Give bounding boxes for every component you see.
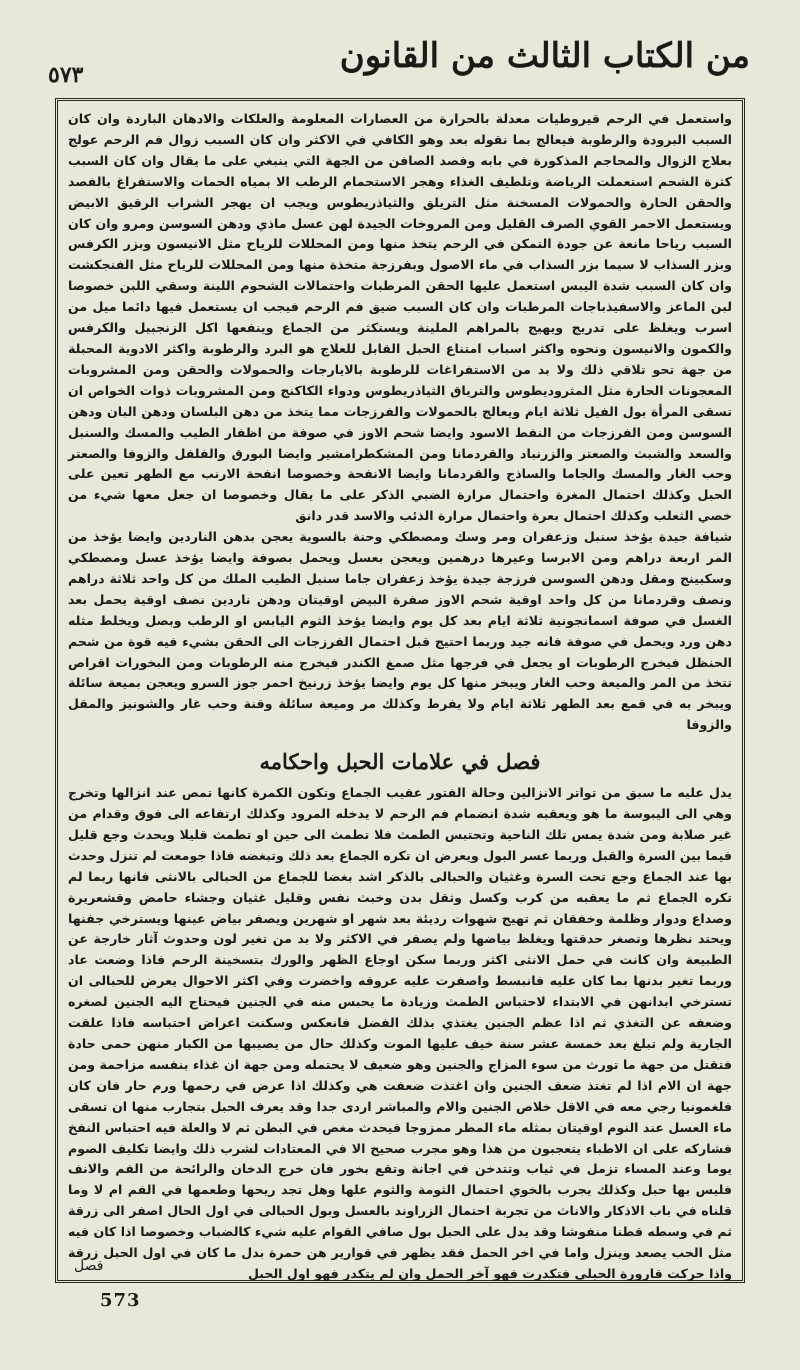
- section-heading: فصل في علامات الحبل واحكامه: [259, 749, 541, 775]
- paragraph-signs-of-pregnancy: يدل عليه ما سبق من تواتر الانزالين وحالة الفتور عقيب الجماع وتكون الكمرة كانها تمص عند انزالها وتخرج وهي الى اليبوسة ما هو ويعقبه شدة انضمام فم الرحم لا يدخله المرود وكذلك ارتفاعه الى فوق وقدام من غير صلابة ومن شدة يمس تلك الناحية وتحتبس الطمث فلا تطمث الى حين او تطمث قليلا ويحدث وجع قليل فيما بين السرة والقبل وربما عسر البول ويعرض ان تكره الجماع بعد ذلك وتبغضه فاذا جومعت لم تنزل وحدث بها عند الجماع وجع تحت السرة وغثيان والحبالى بالذكر اشد بغضا للجماع من الحبالى بالانثى فانها ربما لم تكره الجماع ثم ما يعقبه من كرب وكسل وثقل بدن وخبث نفس وقليل غثيان وجشاء حامض وقشعريرة وصداع ودوار وظلمة وخفقان ثم تهيج شهوات رديئة بعد شهر او شهرين ويصفر بياض عينها ويسترخي جفنها ويحتد نظرها وتصغر حدقتها ويغلظ بياضها ولم يصفر في الاكثر ولا بد من تغير لون وحدوث آثار خارجة عن الطبيعة وان كانت في حمل الانثى اكثر وربما سكن اوجاع الظهر والورك بتسخينة الرحم فاذا وضعت عاد وربما تغير بدنها بما كان عليه فانبسط واصفرت عليه عروقه واخضرت وفي اكثر الاحوال يعرض للحبالى ان تسترخي ابدانهن في الابتداء لاحتباس الطمث وزيادة ما يحبس منه في الجنين فيحتاج اليه الجنين لصغره وضعفه عن التغذي ثم اذا عظم الجنين يغتذي بذلك الفضل فانعكس وسكنت اعراض احتباسه فاذا علقت الجارية ولم تبلغ بعد خمسة عشر سنة خيف عليها الموت وكذلك حال من يصيبها من الكبار منهن حمى حادة فتقتل من جهة ما تورث من سوء المزاج والجنين وهو ضعيف لا يحتمله ومن جهة ان غذاء بنفسه مزاحمة ومن جهة ان الام اذا لم تغتذ ضعف الجنين وان اغتذت ضعفت هي وكذلك اذا عرض في رحمها ورم حار فان كان فلغمونيا رجي معه في الاقل خلاص الجنين والام والمباشر اردى جدا وقد يعرف الحبل بتجارب منها ان تسقى ماء العسل عند النوم اوقيتان بمثله ماء المطر ممزوجا فيحدث مغص في البطن ثم لا والعلة فيه احتباس النفخ فشاركه على ان الاطباء يتعجبون من هذا وهو مجرب صحيح الا في المعتادات لشرب ذلك وايضا تكليف الصوم يوما وعند المساء تزمل في ثياب وتتدخن في اجانة وتقع بخور فان خرج الدخان والرائحة من الفم والانف فليس بها حبل وكذلك يجرب بالخوي احتمال الثومة والثوم علها وهل تجد ريحها وطعمها في الفم ام لا وما قلناه في باب الاذكار والاناث من تجربة احتمال الزراوند بالعسل وبول الحبالى في اول الحال اصفر الى زرقة ثم في وسطه قطنا منفوشا وقد يدل على الحبل بول صافي القوام عليه شيء كالضباب وخصوصا اذا كان فيه مثل الحب يصعد وينزل واما في اخر الحمل فقد يظهر في قوارير هن حمرة بدل ما كان في اول الحبل زرقة واذا حركت قارورة الحبلى فتكدرت فهو آخر الحمل وان لم يتكدر فهو اول الحبل: [67, 785, 732, 1281]
- page-header: [40, 28, 760, 98]
- page-number-top: ٥٧٣: [48, 62, 84, 88]
- catchword: فصل: [74, 1258, 104, 1274]
- page-number-footer: 573: [100, 1290, 141, 1311]
- main-text: [68, 109, 732, 1285]
- running-title: من الكتاب الثالث من القانون: [339, 36, 750, 76]
- text-frame: [55, 98, 745, 1283]
- paragraph-treatment: واستعمل في الرحم قيروطيات معدلة بالحرارة من العصارات المعلومة والعلكات والادهان الباردة وان كان السبب البرودة والرطوبة فيعالج بما نقوله بعد وهو الكافي في الاكثر وان كان السبب زوال فم الرحم عولج بعلاج الزوال والمحاجم المذكورة في بابه وفصد الصافن من الجهة التي ينبغي على ما يقال وان كان السبب كثرة الشحم استعملت الرياضة وتلطيف الغذاء وهجر الاستحمام الرطب الا بمياه الحمات والاستفراغ بالفصد والحقن الحارة والحمولات المسخنة مثل التريلق والثياذريطوس ويجب ان يهجر الشراب الرقيق الابيض ويستعمل الاحمر القوي الصرف القليل ومن المروخات الجيدة لهن عسل ماذي ودهن السوسن ومرو وان كان السبب رياحا مانعة عن جودة التمكن في الرحم يتخذ منها ومن المحللات للرياح مثل الانيسون وبزر الكرفس وبزر السذاب لا سيما بزر السذاب في ماء الاصول وبفرزجة متخذة منها ومن المحللات للرياح مثل الفنجكشت وان كان السبب شدة اليبس استعمل عليها الحقن المرطبات واحتمالات الشحوم اللينة وسقي اللبن خصوصا لبن الماعز والاسفيذباجات المرطبات وان كان السبب ضيق فم الرحم فيجب ان يستعمل فيها دائما ميل من اسرب ويغلظ على تدريج ويهيج بالمراهم الملينة ويستكثر من الجماع وينفعها اكل الزنجبيل والكرفس والكمون والانيسون ونحوه واكثر اسباب امتناع الحبل القابل للعلاج هو البرد والرطوبة واكثر الادوية المحبلة من جهة تحو تلاقي ذلك ولا بد من الاستفراغات للرطوبة بالايارجات والحمولات والحقن ومن المشروبات المعجونات الحارة مثل المثروديطوس والترياق الثياذريطوس ودواء الكاكنج ومن المشروبات ذوات الخواص ان تسقى المرأة بول الفيل ثلاثة ايام ويعالج بالحمولات والفرزجات مما يتخذ من دهن البلسان ودهن البان ودهن السوسن ومن الفرزجات من النفط الاسود وايضا شحم الاوز في صوفة من اظفار الطيب والمسك والسنبل والسعد والشبث والصعتر والزرنباد والقردمانا ومن المشكطرامشير وايضا البورق والفلفل والزوفا والصعتر وحب الغار والمسك والجاما والساذج والقردمانا وايضا الانفحة وخصوصا انفحة الارنب مع الطهر تعين على الحبل وكذلك احتمال المغرة واحتمال مرارة الضبي الذكر على ما يقال وخصوصا ان جعل معها شيء من خصي الثعلب وكذلك احتمال بعرة واحتمال مرارة الذئب والاسد قدر دانق: [68, 111, 732, 524]
- paragraph-recipes: شيافة جيدة يؤخذ سنبل وزعفران ومر وسك ومصطكي وحنة بالسوية يعجن بدهن الناردين وايضا يؤخذ من المر اربعة دراهم ومن الابرسا وعيرها درهمين ويعجن بعسل ويحمل بصوفة وايضا يؤخذ عسل ومصطكي وسكبينج ومقل ودهن السوسن فرزجة جيدة يؤخذ زعفران جاما سنبل الطيب الملك من كل واحد ثلاثة دراهم ونصف وقردمانا من كل واحد اوقية شحم الاوز صفرة البيض اوقيتان ودهن ناردين نصف اوقية يحمل بعد الغسل في صوفة اسمانجونية ثلاثة ايام بعد كل يوم وايضا يؤخذ الثوم اليابس او الرطب وبصل ويخلط مثله دهن ورد ويحمل في صوفة فانه جيد وربما احتيج قبل احتمال الفرزجات الى الحقن بشيء فيه قوة من شحم الحنظل فيخرج الرطوبات او يجعل في فرجها مثل صمغ الكندر فيخرج منه الرطوبات ومن البخورات اقراص تتخذ من المر والميعة وحب الغار ويبخر منها كل يوم وايضا يؤخذ زرنيخ احمر جوز السرو ويعجن بميعة سائلة ويبخر به في قمع بعد الطهر ثلاثة ايام ولا يفرط وكذلك مر وميعة سائلة وقنة وحب غار والشونيز والمقل والزوفا: [68, 529, 732, 733]
